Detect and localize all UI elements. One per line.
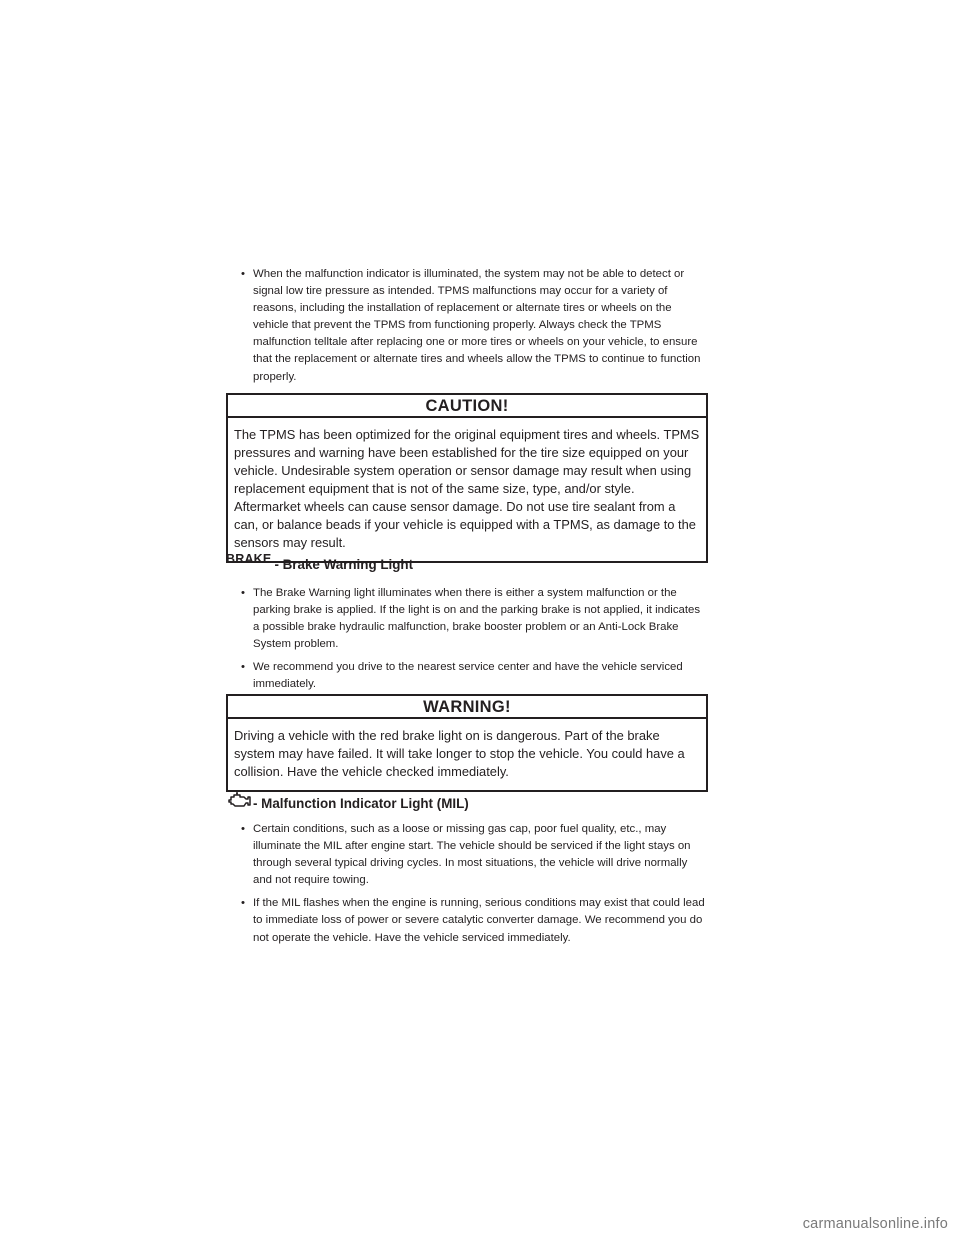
mil-bullet-list: [226, 821, 706, 953]
brake-section-title: [226, 552, 414, 574]
mil-title-text: - Malfunction Indicator Light (MIL): [253, 796, 469, 811]
warning-box: [226, 694, 708, 792]
caution-text: The TPMS has been optimized for the original equipment tires and wheels. TPMS pressures and warning have been established for the tire size equipped on your vehicle. Undesirable system operation or sensor damage may result when using replacement equipment that is not of the same size, type, and/or style. Aftermarket wheels can cause sensor damage. Do not use tire sealant from a can, or balance beads if your vehicle is equipped with a TPMS, as damage to the sensors may result.: [234, 427, 700, 550]
warning-heading: WARNING!: [228, 696, 706, 719]
caution-heading: CAUTION!: [228, 395, 706, 418]
mil-section-title: [226, 795, 469, 813]
warning-text: Driving a vehicle with the red brake light on is dangerous. Part of the brake system may have failed. It will take longer to stop the vehicle. You could have a collision. Have the vehicle checked immediately.: [234, 728, 685, 779]
intro-bullet-list: [226, 266, 706, 392]
list-item: • Certain conditions, such as a loose or missing gas cap, poor fuel quality, etc., may illuminate the MIL after engine start. The vehicle should be serviced if the light stays on through several typical driving cycles. In most situations, the vehicle will drive normally and not require towing.: [226, 821, 706, 889]
list-item: • We recommend you drive to the nearest service center and have the vehicle serviced immediately.: [226, 659, 706, 693]
brake-bullet-list: [226, 585, 706, 700]
brake-title-text: - Brake Warning Light: [274, 557, 414, 572]
list-item: • When the malfunction indicator is illuminated, the system may not be able to detect or signal low tire pressure as intended. TPMS malfunctions may occur for a variety of reasons, including the installation of replacement or alternate tires or wheels on the vehicle that prevent the TPMS from functioning properly. Always check the TPMS malfunction telltale after replacing one or more tires or wheels on your vehicle, to ensure that the replacement or alternate tires and wheels allow the TPMS to continue to function properly.: [226, 266, 706, 386]
list-item: • The Brake Warning light illuminates when there is either a system malfunction or the parking brake is applied. If the light is on and the parking brake is not applied, it indicates a possible brake hydraulic malfunction, brake booster problem or an Anti-Lock Brake System problem.: [226, 585, 706, 653]
engine-icon: [226, 791, 252, 809]
brake-warning-icon: BRAKE: [226, 552, 272, 566]
watermark: carmanualsonline.info: [802, 1216, 948, 1232]
caution-box: [226, 393, 708, 563]
list-item: • If the MIL flashes when the engine is running, serious conditions may exist that could lead to immediate loss of power or severe catalytic converter damage. We recommend you do not operate the vehicle. Have the vehicle serviced immediately.: [226, 895, 706, 946]
